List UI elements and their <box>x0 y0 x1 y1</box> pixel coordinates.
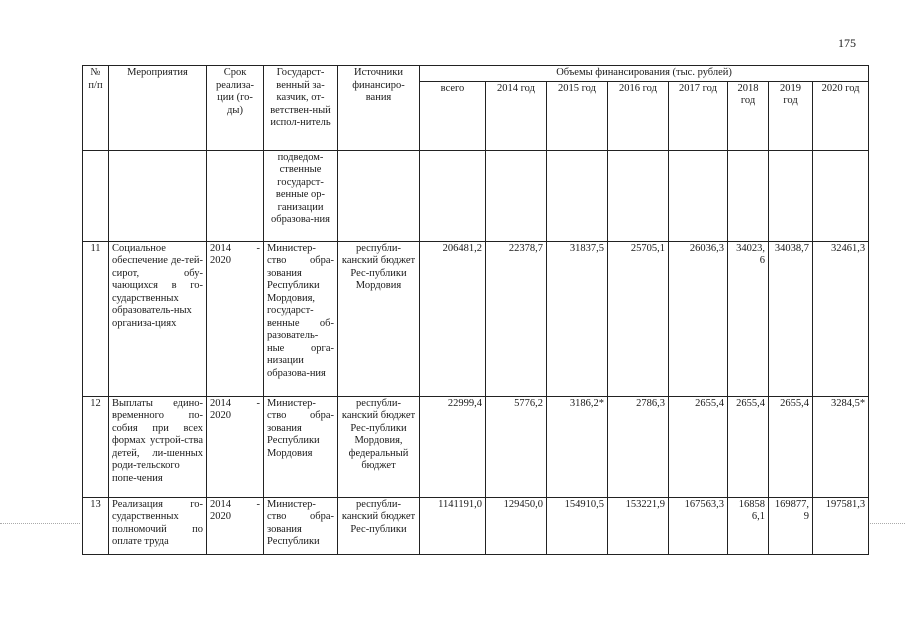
value-2016: 25705,1 <box>608 241 669 396</box>
row-number: 11 <box>83 241 109 396</box>
value-2020: 197581,3 <box>813 497 869 554</box>
cell-empty <box>769 150 813 241</box>
cell-empty <box>420 150 486 241</box>
term-cell: 2014 - 2020 <box>207 396 264 497</box>
cell-empty <box>608 150 669 241</box>
customer-cell: Министер-ство обра-зования Республики Мордовия <box>264 396 338 497</box>
cell-empty <box>669 150 728 241</box>
activity-cell: Выплаты едино-временного по-собия при всех формах устрой-ства детей, ли-шенных роди-тельского попе-чения <box>109 396 207 497</box>
row-number: 12 <box>83 396 109 497</box>
value-total: 1141191,0 <box>420 497 486 554</box>
term-cell: 2014 - 2020 <box>207 497 264 554</box>
value-2018: 2655,4 <box>728 396 769 497</box>
cell-empty <box>547 150 608 241</box>
value-2019: 169877,9 <box>769 497 813 554</box>
value-2018: 34023,6 <box>728 241 769 396</box>
cell-empty <box>338 150 420 241</box>
cell-empty <box>83 150 109 241</box>
header-activity: Мероприятия <box>109 66 207 151</box>
scan-mark-left <box>0 523 80 524</box>
header-sources: Источники финансиро-вания <box>338 66 420 151</box>
value-2017: 167563,3 <box>669 497 728 554</box>
scan-mark-right <box>870 523 905 524</box>
cell-empty <box>813 150 869 241</box>
header-2019: 2019 год <box>769 81 813 150</box>
header-funding-group: Объемы финансирования (тыс. рублей) <box>420 66 869 82</box>
table-row <box>83 396 869 497</box>
value-2015: 154910,5 <box>547 497 608 554</box>
header-2016: 2016 год <box>608 81 669 150</box>
value-2016: 153221,9 <box>608 497 669 554</box>
cell-customer-continuation: подведом-ственные государст-венные ор-ганизации образова-ния <box>264 150 338 241</box>
header-term: Срок реализа-ции (го-ды) <box>207 66 264 151</box>
cell-empty <box>109 150 207 241</box>
header-2017: 2017 год <box>669 81 728 150</box>
customer-cell: Министер-ство обра-зования Республики <box>264 497 338 554</box>
funding-table <box>82 65 869 555</box>
value-2014: 22378,7 <box>486 241 547 396</box>
table-row-continuation <box>83 150 869 241</box>
value-2020: 3284,5* <box>813 396 869 497</box>
value-2017: 26036,3 <box>669 241 728 396</box>
value-2014: 5776,2 <box>486 396 547 497</box>
page-number: 175 <box>838 36 856 50</box>
value-2019: 2655,4 <box>769 396 813 497</box>
value-total: 22999,4 <box>420 396 486 497</box>
cell-empty <box>207 150 264 241</box>
header-2015: 2015 год <box>547 81 608 150</box>
value-2017: 2655,4 <box>669 396 728 497</box>
sources-cell: республи-канский бюджет Рес-публики Мордовия, федеральный бюджет <box>338 396 420 497</box>
value-2020: 32461,3 <box>813 241 869 396</box>
sources-cell: республи-канский бюджет Рес-публики Мордовия <box>338 241 420 396</box>
value-2018: 168586,1 <box>728 497 769 554</box>
header-2020: 2020 год <box>813 81 869 150</box>
header-row-1 <box>83 66 869 82</box>
value-total: 206481,2 <box>420 241 486 396</box>
activity-cell: Реализация го-сударственных полномочий по оплате труда <box>109 497 207 554</box>
customer-cell: Министер-ство обра-зования Республики Мордовия, государст-венные об-разователь-ные орга-низации образова-ния <box>264 241 338 396</box>
sources-cell: республи-канский бюджет Рес-публики <box>338 497 420 554</box>
header-total: всего <box>420 81 486 150</box>
value-2015: 3186,2* <box>547 396 608 497</box>
row-number: 13 <box>83 497 109 554</box>
value-2019: 34038,7 <box>769 241 813 396</box>
value-2016: 2786,3 <box>608 396 669 497</box>
activity-cell: Социальное обеспечение де-тей-сирот, обу-чающихся в го-сударственных образователь-ных организа-циях <box>109 241 207 396</box>
header-customer: Государст-венный за-казчик, от-ветствен-ный испол-нитель <box>264 66 338 151</box>
value-2015: 31837,5 <box>547 241 608 396</box>
table-row <box>83 497 869 554</box>
cell-empty <box>728 150 769 241</box>
cell-empty <box>486 150 547 241</box>
table-row <box>83 241 869 396</box>
header-num: № п/п <box>83 66 109 151</box>
term-cell: 2014 - 2020 <box>207 241 264 396</box>
header-2018: 2018 год <box>728 81 769 150</box>
value-2014: 129450,0 <box>486 497 547 554</box>
header-2014: 2014 год <box>486 81 547 150</box>
